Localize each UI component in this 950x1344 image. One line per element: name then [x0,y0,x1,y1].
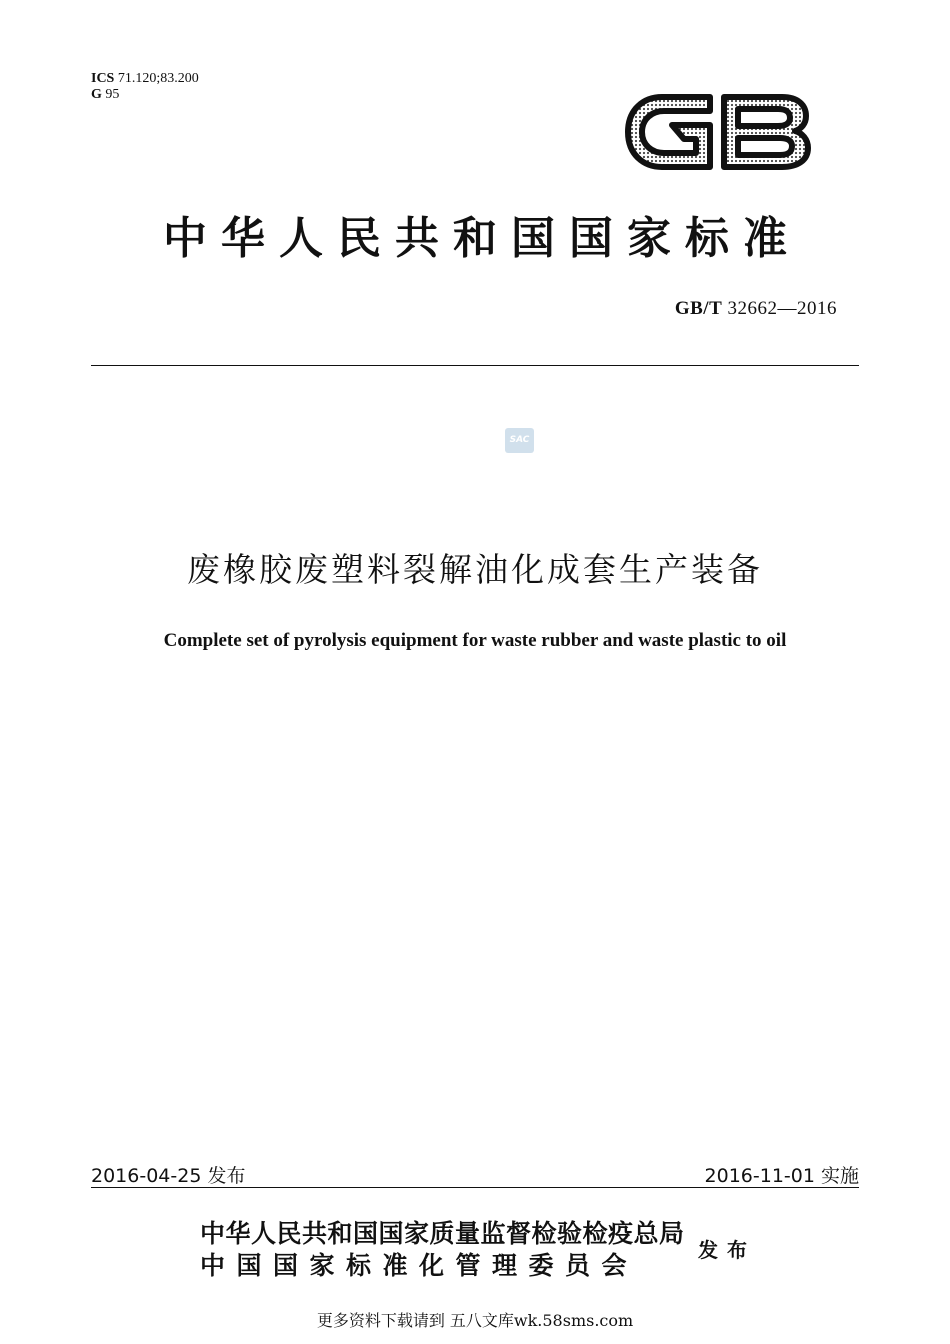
document-title-cn: 废橡胶废塑料裂解油化成套生产装备 [187,550,763,589]
publish-label: 发布 [698,1238,756,1262]
issuer-line-1: 中华人民共和国国家质量监督检验检疫总局 [200,1219,685,1248]
issue-date: 2016-04-25 发布 [91,1165,246,1187]
download-footer: 更多资料下载请到 五八文库wk.58sms.com [316,1311,634,1330]
ccs-code: G 95 [91,87,120,102]
ics-code: ICS 71.120;83.200 [91,71,199,86]
footer-divider [91,1187,859,1188]
gb-logo [622,83,812,181]
standard-code: GB/T 32662—2016 [674,298,837,319]
classification-codes [91,71,199,103]
sac-watermark-icon: SAC [505,428,534,453]
national-standard-title: 中华人民共和国国家标准 [163,213,801,264]
issuer-line-2: 中国国家标准化管理委员会 [200,1251,639,1280]
document-title-en: Complete set of pyrolysis equipment for waste rubber and waste plastic to oil [163,630,787,651]
header-divider [91,365,859,366]
implementation-date: 2016-11-01 实施 [704,1165,859,1187]
